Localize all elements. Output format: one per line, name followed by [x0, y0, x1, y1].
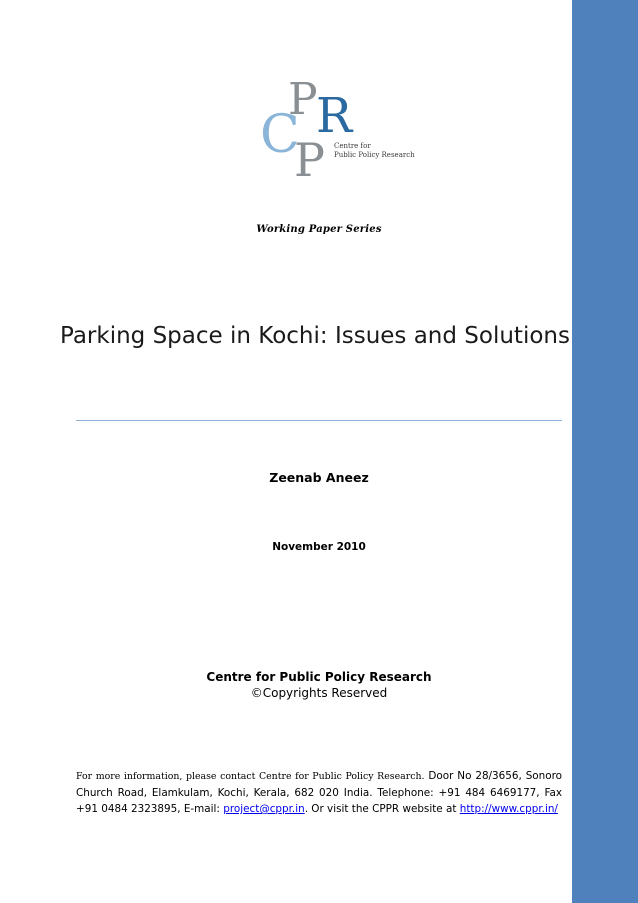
author-name: Zeenab Aneez [269, 470, 369, 485]
organization-name: Centre for Public Policy Research [206, 670, 432, 684]
svg-text:R: R [316, 88, 353, 144]
svg-text:P: P [294, 133, 325, 180]
contact-intro: For more information, please contact Centre for Public Policy Research. [76, 771, 425, 782]
series-label: Working Paper Series [256, 224, 382, 235]
svg-text:P: P [288, 74, 318, 125]
side-color-band [572, 0, 638, 903]
contact-paragraph [76, 768, 562, 817]
svg-text:C: C [260, 105, 300, 165]
logo-text-line2: Public Policy Research [334, 151, 415, 159]
email-link[interactable]: project@cppr.in [223, 803, 305, 815]
contact-address: Door No 28/3656, Sonoro Church Road, Elamkulam, Kochi, Kerala, 682 020 India. Telephone: +91 484 6469177, Fax +91 0484 2323895, E-mail: [76, 770, 563, 815]
copyright-notice: ©Copyrights Reserved [250, 686, 388, 700]
cppr-logo [258, 72, 415, 180]
title-divider [76, 420, 562, 421]
website-link[interactable]: http://www.cppr.in/ [459, 803, 558, 815]
cppr-logo-mark [258, 72, 408, 180]
document-title: Parking Space in Kochi: Issues and Solutions [60, 323, 570, 349]
logo-text-line1: Centre for [334, 142, 371, 150]
publication-date: November 2010 [272, 541, 366, 553]
contact-visit-text: . Or visit the CPPR website at [304, 803, 460, 815]
